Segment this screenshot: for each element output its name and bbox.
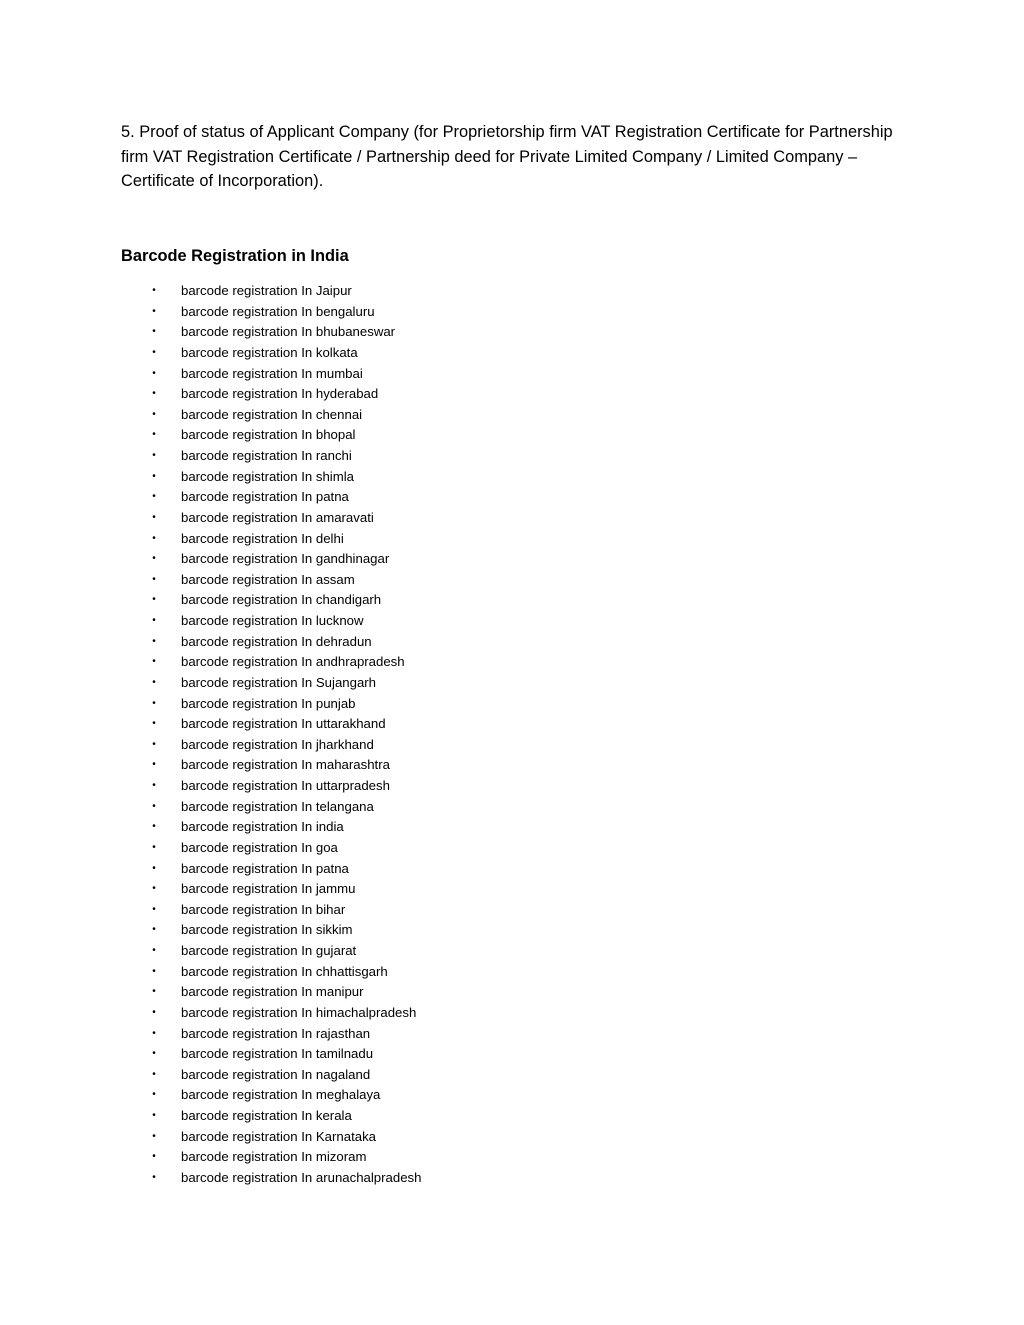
list-item-text: barcode registration In gujarat: [181, 943, 357, 958]
list-item-text: barcode registration In chandigarh: [181, 592, 382, 608]
bullet-icon: •: [152, 1068, 156, 1080]
bullet-icon: •: [152, 367, 156, 379]
bullet-icon: •: [152, 738, 156, 750]
list-item-text: barcode registration In delhi: [181, 530, 344, 546]
bullet-icon: •: [152, 615, 156, 626]
list-item-text: barcode registration In uttarakhand: [181, 716, 386, 732]
list-item-text: barcode registration In punjab: [181, 695, 356, 711]
bullet-icon: •: [152, 676, 156, 688]
list-item-text: barcode registration In meghalaya: [181, 1087, 381, 1103]
list-item-text: barcode registration In jharkhand: [181, 736, 374, 752]
bullet-icon: •: [152, 470, 156, 482]
intro-paragraph: 5. Proof of status of Applicant Company (for Proprietorship firm VAT Registration Certificate for Partnership firm VAT Registration Certificate / Partnership deed for Private Limited Company / Limited Company – Certificate of Incorporation).: [121, 123, 893, 190]
list-item-text: barcode registration In andhrapradesh: [181, 654, 405, 670]
bullet-icon: •: [152, 408, 156, 420]
bullet-icon: •: [152, 697, 156, 709]
list-item-text: barcode registration In Jaipur: [181, 283, 352, 298]
list-item-text: barcode registration In mumbai: [181, 365, 363, 381]
list-item-text: barcode registration In goa: [181, 839, 338, 855]
bullet-icon: •: [152, 388, 156, 400]
list-item-text: barcode registration In uttarpradesh: [181, 778, 390, 793]
list-item-text: barcode registration In sikkim: [181, 922, 353, 938]
list-item-text: barcode registration In tamilnadu: [181, 1046, 374, 1062]
list-item-text: barcode registration In ranchi: [181, 448, 352, 463]
list-item-text: barcode registration In india: [181, 819, 344, 835]
bullet-icon: •: [152, 1151, 156, 1163]
bullet-icon: •: [152, 532, 156, 544]
bullet-icon: •: [152, 965, 156, 977]
list-item-text: barcode registration In chennai: [181, 406, 363, 422]
list-item-text: barcode registration In himachalpradesh: [181, 1004, 417, 1020]
bullet-icon: •: [152, 986, 156, 998]
bullet-icon: •: [152, 718, 156, 730]
bullet-icon: •: [152, 862, 156, 874]
list-item-text: barcode registration In nagaland: [181, 1066, 371, 1082]
bullet-icon: •: [152, 780, 156, 791]
list-item-text: barcode registration In bhubaneswar: [181, 324, 396, 340]
bullet-icon: •: [152, 511, 156, 523]
list-item-text: barcode registration In assam: [181, 571, 355, 587]
bullet-icon: •: [152, 429, 156, 441]
bullet-icon: •: [152, 1130, 156, 1142]
bullet-icon: •: [152, 305, 156, 317]
bullet-icon: •: [152, 491, 156, 503]
list-item-text: barcode registration In bhopal: [181, 427, 356, 443]
bullet-icon: •: [152, 800, 156, 812]
list-item-text: barcode registration In arunachalpradesh: [181, 1169, 422, 1185]
list-item-text: barcode registration In rajasthan: [181, 1025, 371, 1041]
bullet-icon: •: [152, 285, 156, 296]
list-item-text: barcode registration In manipur: [181, 984, 364, 1000]
bullet-icon: •: [152, 656, 156, 668]
list-item-text: barcode registration In bihar: [181, 901, 346, 917]
list-item-text: barcode registration In kolkata: [181, 344, 358, 360]
list-item-text: barcode registration In jammu: [181, 881, 356, 897]
list-item-text: barcode registration In gandhinagar: [181, 551, 390, 567]
bullet-icon: •: [152, 1171, 156, 1183]
list-item-text: barcode registration In maharashtra: [181, 757, 390, 773]
bullet-icon: •: [152, 1089, 156, 1101]
bullet-icon: •: [152, 635, 156, 647]
list-item-text: barcode registration In bengaluru: [181, 303, 375, 319]
list-item-text: barcode registration In Sujangarh: [181, 674, 377, 690]
list-item-text: barcode registration In hyderabad: [181, 386, 379, 402]
list-item-text: barcode registration In patna: [181, 860, 349, 876]
list-item-text: barcode registration In Karnataka: [181, 1128, 376, 1144]
bullet-icon: •: [152, 924, 156, 936]
list-item-text: barcode registration In telangana: [181, 798, 374, 814]
bullet-icon: •: [152, 594, 156, 606]
bullet-icon: •: [152, 821, 156, 833]
list-item-text: barcode registration In chhattisgarh: [181, 963, 388, 979]
bullet-icon: •: [152, 1048, 156, 1060]
list-item-text: barcode registration In kerala: [181, 1108, 352, 1123]
bullet-icon: •: [152, 1110, 156, 1121]
bullet-icon: •: [152, 1006, 156, 1018]
bullet-icon: •: [152, 573, 156, 585]
list-item-text: barcode registration In amaravati: [181, 509, 374, 525]
list-item-text: barcode registration In patna: [181, 489, 349, 505]
list-item-text: barcode registration In lucknow: [181, 613, 364, 628]
bullet-icon: •: [152, 841, 156, 853]
bullet-icon: •: [152, 945, 156, 956]
list-item-text: barcode registration In shimla: [181, 468, 354, 484]
bullet-icon: •: [152, 450, 156, 461]
section-heading: Barcode Registration in India: [121, 247, 349, 265]
bullet-icon: •: [152, 553, 156, 565]
bullet-icon: •: [152, 903, 156, 915]
bullet-icon: •: [152, 759, 156, 771]
list-item-text: barcode registration In mizoram: [181, 1149, 367, 1165]
bullet-icon: •: [152, 346, 156, 358]
bullet-icon: •: [152, 326, 156, 338]
bullet-icon: •: [152, 1027, 156, 1039]
list-item-text: barcode registration In dehradun: [181, 633, 372, 649]
bullet-icon: •: [152, 883, 156, 895]
